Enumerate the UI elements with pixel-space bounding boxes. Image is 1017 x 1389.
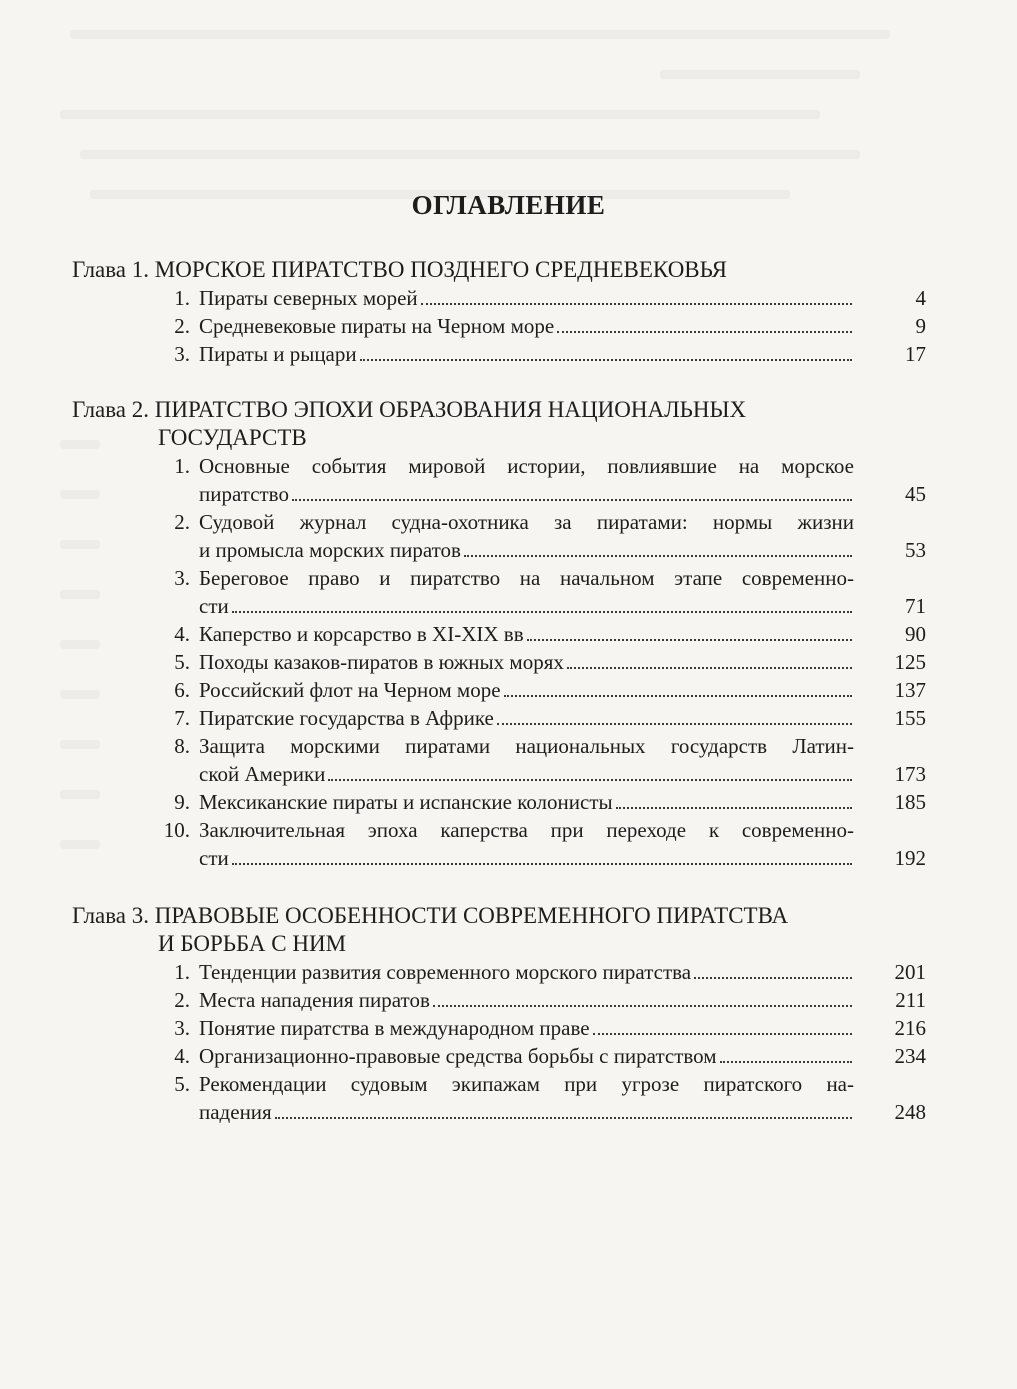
entry-page: 192 <box>894 846 926 870</box>
entry-number: 9. <box>174 790 190 814</box>
entry-number: 4. <box>174 1044 190 1068</box>
chapter-2-heading <box>72 396 872 452</box>
entry-page: 155 <box>894 706 926 730</box>
entry-title: Каперство и корсарство в XI-XIX вв <box>199 622 524 646</box>
entry-page: 90 <box>905 622 926 646</box>
entry-title-line1: Береговое право и пиратство на начальном этапе современно- <box>199 566 854 590</box>
entry-page: 234 <box>894 1044 926 1068</box>
entry-page: 17 <box>905 342 926 366</box>
entry-title: Мексиканские пираты и испанские колонисты <box>199 790 613 814</box>
toc-entry-3-3[interactable] <box>158 1014 926 1042</box>
dot-leader <box>497 723 852 725</box>
entry-title: Организационно-правовые средства борьбы с пиратством <box>199 1044 717 1068</box>
entry-number: 2. <box>174 510 190 534</box>
toc-entry-2-7[interactable] <box>158 704 926 732</box>
entry-title: Российский флот на Черном море <box>199 678 501 702</box>
entry-number: 6. <box>174 678 190 702</box>
toc-entry-2-5[interactable] <box>158 648 926 676</box>
chapter-1-title: МОРСКОЕ ПИРАТСТВО ПОЗДНЕГО СРЕДНЕВЕКОВЬЯ <box>154 257 727 282</box>
entry-title: пиратство <box>199 482 289 506</box>
dot-leader <box>694 977 852 979</box>
dot-leader <box>567 667 852 669</box>
entry-number: 1. <box>174 454 190 478</box>
entry-title-line1: Заключительная эпоха каперства при переходе к современно- <box>199 818 854 842</box>
entry-number: 3. <box>174 566 190 590</box>
entry-title: сти <box>199 846 229 870</box>
chapter-2-title-line2: ГОСУДАРСТВ <box>158 425 307 450</box>
entry-page: 45 <box>905 482 926 506</box>
toc-entry-1-2[interactable] <box>158 312 926 340</box>
toc-entry-2-3[interactable] <box>158 564 926 620</box>
chapter-3-label: Глава 3. <box>72 903 150 928</box>
entry-number: 4. <box>174 622 190 646</box>
dot-leader <box>328 779 852 781</box>
toc-entry-3-1[interactable] <box>158 958 926 986</box>
toc-entry-3-2[interactable] <box>158 986 926 1014</box>
entry-title: Походы казаков-пиратов в южных морях <box>199 650 564 674</box>
entry-number: 3. <box>174 342 190 366</box>
dot-leader <box>593 1033 852 1035</box>
chapter-2-title-line1: ПИРАТСТВО ЭПОХИ ОБРАЗОВАНИЯ НАЦИОНАЛЬНЫХ <box>154 397 747 422</box>
entry-title: ской Америки <box>199 762 326 786</box>
entry-title: Пираты северных морей <box>199 286 418 310</box>
dot-leader <box>275 1117 852 1119</box>
entry-page: 185 <box>894 790 926 814</box>
entry-title-line1: Защита морскими пиратами национальных государств Латин- <box>199 734 854 758</box>
entry-title: Пиратские государства в Африке <box>199 706 494 730</box>
entry-title-line1: Рекомендации судовым экипажам при угрозе пиратского на- <box>199 1072 854 1096</box>
toc-entry-3-4[interactable] <box>158 1042 926 1070</box>
entry-number: 7. <box>174 706 190 730</box>
dot-leader <box>464 555 852 557</box>
entry-page: 248 <box>894 1100 926 1124</box>
toc-entry-2-9[interactable] <box>158 788 926 816</box>
entry-page: 71 <box>905 594 926 618</box>
entry-page: 9 <box>915 314 926 338</box>
entry-number: 1. <box>174 960 190 984</box>
chapter-2-label: Глава 2. <box>72 397 150 422</box>
chapter-3-title-line1: ПРАВОВЫЕ ОСОБЕННОСТИ СОВРЕМЕННОГО ПИРАТСТВА <box>154 903 789 928</box>
entry-page: 125 <box>894 650 926 674</box>
entry-title-line1: Судовой журнал судна-охотника за пиратами: нормы жизни <box>199 510 854 534</box>
entry-number: 2. <box>174 314 190 338</box>
dot-leader <box>616 807 852 809</box>
entry-page: 137 <box>894 678 926 702</box>
dot-leader <box>433 1005 852 1007</box>
dot-leader <box>360 359 852 361</box>
entry-title: Тенденции развития современного морского пиратства <box>199 960 692 984</box>
dot-leader <box>232 863 852 865</box>
entry-title: Понятие пиратства в международном праве <box>199 1016 590 1040</box>
dot-leader <box>232 611 852 613</box>
chapter-1-heading <box>72 256 872 284</box>
entry-title: Места нападения пиратов <box>199 988 430 1012</box>
entry-title: падения <box>199 1100 272 1124</box>
entry-title: Пираты и рыцари <box>199 342 357 366</box>
entry-title: сти <box>199 594 229 618</box>
dot-leader <box>557 331 852 333</box>
entry-page: 211 <box>895 988 926 1012</box>
toc-entry-3-5[interactable] <box>158 1070 926 1126</box>
entry-page: 173 <box>894 762 926 786</box>
toc-entry-2-6[interactable] <box>158 676 926 704</box>
toc-entry-2-4[interactable] <box>158 620 926 648</box>
entry-page: 216 <box>894 1016 926 1040</box>
dot-leader <box>504 695 852 697</box>
entry-title-line1: Основные события мировой истории, повлиявшие на морское <box>199 454 854 478</box>
toc-entry-2-2[interactable] <box>158 508 926 564</box>
entry-page: 53 <box>905 538 926 562</box>
toc-entry-2-1[interactable] <box>158 452 926 508</box>
dot-leader <box>292 499 852 501</box>
entry-number: 5. <box>174 650 190 674</box>
entry-page: 4 <box>915 286 926 310</box>
entry-number: 2. <box>174 988 190 1012</box>
entry-number: 1. <box>174 286 190 310</box>
entry-page: 201 <box>894 960 926 984</box>
chapter-3-title-line2: И БОРЬБА С НИМ <box>158 931 347 956</box>
dot-leader <box>527 639 852 641</box>
entry-number: 3. <box>174 1016 190 1040</box>
chapter-3-heading <box>72 902 872 958</box>
chapter-1-label: Глава 1. <box>72 257 150 282</box>
dot-leader <box>720 1061 852 1063</box>
entry-number: 8. <box>174 734 190 758</box>
entry-number: 10. <box>163 818 190 842</box>
toc-entry-1-1[interactable] <box>158 284 926 312</box>
toc-title: ОГЛАВЛЕНИЕ <box>411 190 606 220</box>
entry-title: и промысла морских пиратов <box>199 538 461 562</box>
entry-title: Средневековые пираты на Черном море <box>199 314 555 338</box>
toc-entry-2-8[interactable] <box>158 732 926 788</box>
toc-entry-2-10[interactable] <box>158 816 926 872</box>
dot-leader <box>421 303 852 305</box>
entry-number: 5. <box>174 1072 190 1096</box>
toc-entry-1-3[interactable] <box>158 340 926 368</box>
